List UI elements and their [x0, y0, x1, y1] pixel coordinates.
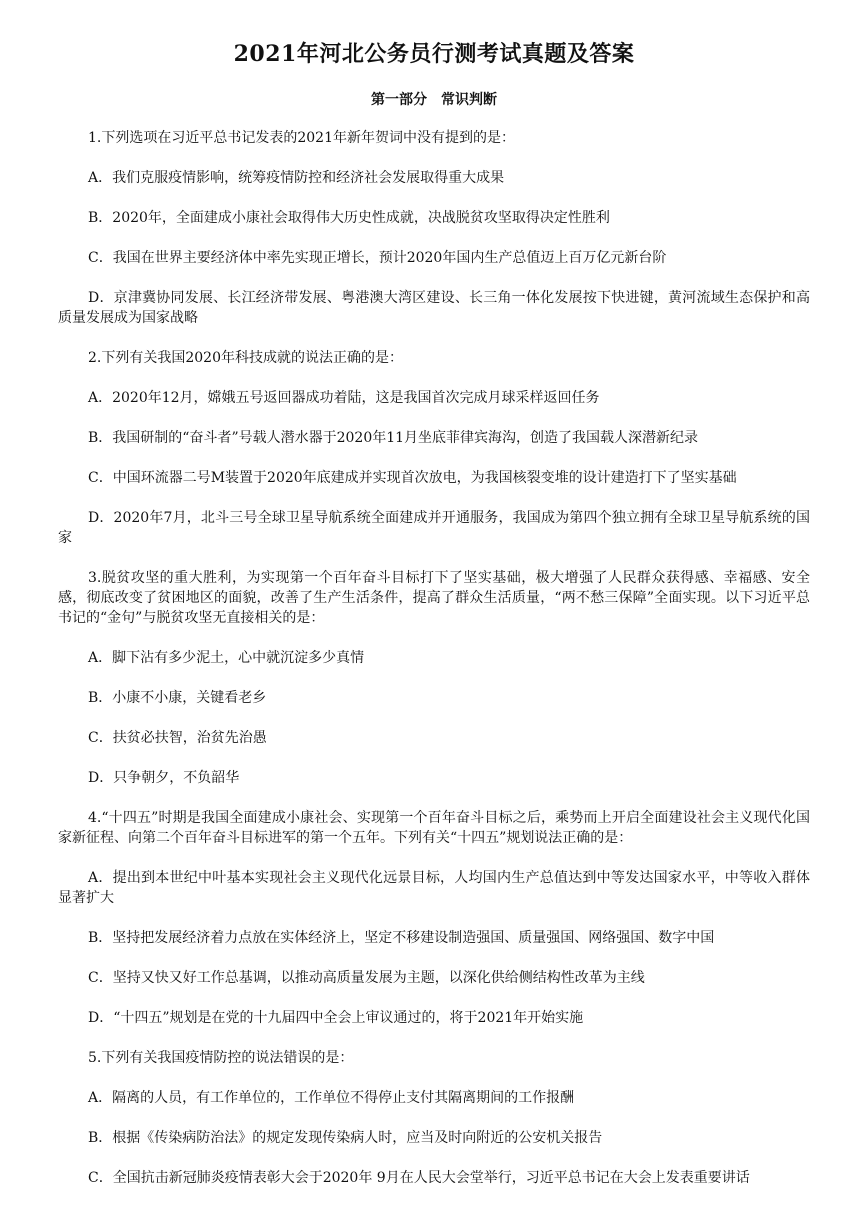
question-3-option-a: A．脚下沾有多少泥土，心中就沉淀多少真情	[88, 650, 365, 666]
question-1-option-b: B．2020年，全面建成小康社会取得伟大历史性成就，决战脱贫攻坚取得决定性胜利	[88, 210, 610, 226]
question-2-option-a: A．2020年12月，嫦娥五号返回器成功着陆，这是我国首次完成月球采样返回任务	[88, 390, 600, 406]
question-5-stem: 5.下列有关我国疫情防控的说法错误的是：	[88, 1050, 354, 1066]
question-1-option-a: A．我们克服疫情影响，统筹疫情防控和经济社会发展取得重大成果	[88, 170, 505, 186]
question-1-option-d: D．京津冀协同发展、长江经济带发展、粤港澳大湾区建设、长三角一体化发展按下快进键，黄河流域生态保护和高质量发展成为国家战略	[58, 290, 810, 326]
question-3-option-d: D．只争朝夕，不负韶华	[88, 770, 240, 786]
question-3-option-b: B．小康不小康，关键看老乡	[88, 690, 267, 706]
question-3-stem: 3.脱贫攻坚的重大胜利，为实现第一个百年奋斗目标打下了坚实基础，极大增强了人民群众获得感、幸福感、安全感，彻底改变了贫困地区的面貌，改善了生产生活条件，提高了群众生活质量，“两不愁三保障”全面实现。以下习近平总书记的“金句”与脱贫攻坚无直接相关的是：	[58, 570, 810, 626]
question-3-option-c: C．扶贫必扶智，治贫先治愚	[88, 730, 267, 746]
question-5-option-a: A．隔离的人员，有工作单位的，工作单位不得停止支付其隔离期间的工作报酬	[88, 1090, 575, 1106]
question-4-option-a: A．提出到本世纪中叶基本实现社会主义现代化远景目标，人均国内生产总值达到中等发达国家水平，中等收入群体显著扩大	[58, 870, 810, 906]
document-title: 2021年河北公务员行测考试真题及答案	[233, 41, 635, 67]
question-2-option-d: D．2020年7月，北斗三号全球卫星导航系统全面建成并开通服务，我国成为第四个独立拥有全球卫星导航系统的国家	[58, 510, 810, 546]
question-1-option-c: C．我国在世界主要经济体中率先实现正增长，预计2020年国内生产总值迈上百万亿元新台阶	[88, 250, 667, 266]
question-4-option-c: C．坚持又快又好工作总基调，以推动高质量发展为主题，以深化供给侧结构性改革为主线	[88, 970, 645, 986]
question-5-option-c: C．全国抗击新冠肺炎疫情表彰大会于2020年 9月在人民大会堂举行，习近平总书记在大会上发表重要讲话	[88, 1170, 750, 1186]
question-1-stem: 1.下列选项在习近平总书记发表的2021年新年贺词中没有提到的是：	[88, 130, 515, 146]
question-2-option-b: B．我国研制的“奋斗者”号载人潜水器于2020年11月坐底菲律宾海沟，创造了我国载人深潜新纪录	[88, 430, 699, 446]
question-2-stem: 2.下列有关我国2020年科技成就的说法正确的是：	[88, 350, 403, 366]
question-5-option-b: B．根据《传染病防治法》的规定发现传染病人时，应当及时向附近的公安机关报告	[88, 1130, 603, 1146]
question-2-option-c: C．中国环流器二号M装置于2020年底建成并实现首次放电，为我国核裂变堆的设计建造打下了坚实基础	[88, 470, 737, 486]
question-4-option-d: D．“十四五”规划是在党的十九届四中全会上审议通过的，将于2021年开始实施	[88, 1010, 584, 1026]
question-4-stem: 4.“十四五”时期是我国全面建成小康社会、实现第一个百年奋斗目标之后，乘势而上开启全面建设社会主义现代化国家新征程、向第二个百年奋斗目标进军的第一个五年。下列有关“十四五”规划说法正确的是：	[58, 810, 810, 846]
question-4-option-b: B．坚持把发展经济着力点放在实体经济上，坚定不移建设制造强国、质量强国、网络强国、数字中国	[88, 930, 715, 946]
section-title: 第一部分 常识判断	[371, 92, 497, 108]
